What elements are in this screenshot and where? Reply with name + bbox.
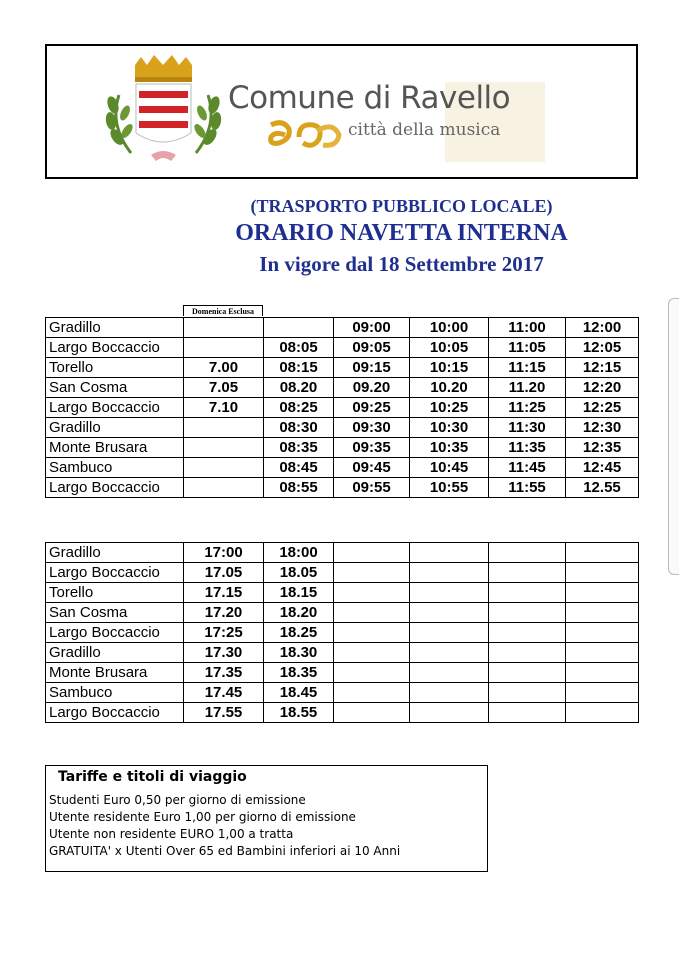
stop-name: Largo Boccaccio xyxy=(46,398,184,418)
departure-time: 11:05 xyxy=(489,338,566,358)
departure-time: 18.45 xyxy=(264,683,334,703)
departure-time: 08:05 xyxy=(264,338,334,358)
stop-name: Gradillo xyxy=(46,418,184,438)
departure-time: 08:25 xyxy=(264,398,334,418)
departure-time: 12:05 xyxy=(566,338,639,358)
departure-time: 09:30 xyxy=(334,418,410,438)
departure-time: 18.20 xyxy=(264,603,334,623)
brand-name: Comune di Ravello xyxy=(228,80,511,116)
departure-time: 11:30 xyxy=(489,418,566,438)
departure-time: 11:00 xyxy=(489,318,566,338)
departure-time: 17.45 xyxy=(184,683,264,703)
music-logo-icon xyxy=(265,117,343,153)
departure-time: 7.05 xyxy=(184,378,264,398)
departure-time: 17.15 xyxy=(184,583,264,603)
departure-time: 11:35 xyxy=(489,438,566,458)
departure-time: 11:45 xyxy=(489,458,566,478)
fare-line: Studenti Euro 0,50 per giorno di emissione xyxy=(49,793,306,807)
departure-time xyxy=(489,583,566,603)
departure-time: 17.55 xyxy=(184,703,264,723)
departure-time xyxy=(410,623,489,643)
departure-time: 08.20 xyxy=(264,378,334,398)
departure-time xyxy=(334,603,410,623)
stop-name: Gradillo xyxy=(46,543,184,563)
departure-time: 18.30 xyxy=(264,643,334,663)
departure-time xyxy=(334,563,410,583)
departure-time: 08:35 xyxy=(264,438,334,458)
departure-time xyxy=(410,543,489,563)
departure-time: 12:00 xyxy=(566,318,639,338)
departure-time: 12:25 xyxy=(566,398,639,418)
departure-time xyxy=(410,663,489,683)
departure-time: 11.20 xyxy=(489,378,566,398)
stop-name: Largo Boccaccio xyxy=(46,478,184,498)
departure-time: 08:45 xyxy=(264,458,334,478)
departure-time xyxy=(184,338,264,358)
departure-time xyxy=(489,663,566,683)
table-row xyxy=(46,543,639,563)
departure-time xyxy=(410,583,489,603)
departure-time xyxy=(184,438,264,458)
departure-time xyxy=(566,703,639,723)
validity-date: In vigore dal 18 Settembre 2017 xyxy=(259,252,544,276)
table-row xyxy=(46,318,639,338)
departure-time: 18.05 xyxy=(264,563,334,583)
departure-time xyxy=(184,418,264,438)
departure-time: 12.55 xyxy=(566,478,639,498)
departure-time: 08:55 xyxy=(264,478,334,498)
departure-time: 18.55 xyxy=(264,703,334,723)
stop-name: San Cosma xyxy=(46,378,184,398)
departure-time xyxy=(334,643,410,663)
fares-title: Tariffe e titoli di viaggio xyxy=(58,769,247,785)
morning-schedule-table xyxy=(45,317,639,498)
table-row xyxy=(46,458,639,478)
departure-time xyxy=(566,563,639,583)
departure-time xyxy=(410,603,489,623)
table-row xyxy=(46,398,639,418)
table-row xyxy=(46,418,639,438)
stop-name: Torello xyxy=(46,358,184,378)
departure-time: 10:35 xyxy=(410,438,489,458)
departure-time xyxy=(566,643,639,663)
table-row xyxy=(46,378,639,398)
table-row xyxy=(46,683,639,703)
departure-time xyxy=(334,543,410,563)
table-row xyxy=(46,643,639,663)
table-row xyxy=(46,663,639,683)
fare-line: GRATUITA' x Utenti Over 65 ed Bambini inferiori ai 10 Anni xyxy=(49,844,401,858)
departure-time xyxy=(264,318,334,338)
page-title: ORARIO NAVETTA INTERNA xyxy=(235,220,568,246)
table-row xyxy=(46,358,639,378)
table-row xyxy=(46,438,639,458)
departure-time: 17.30 xyxy=(184,643,264,663)
departure-time: 10:05 xyxy=(410,338,489,358)
fare-line: Utente non residente EURO 1,00 a tratta xyxy=(49,827,294,841)
departure-time: 11:55 xyxy=(489,478,566,498)
departure-time: 18.15 xyxy=(264,583,334,603)
stop-name: San Cosma xyxy=(46,603,184,623)
stop-name: Gradillo xyxy=(46,643,184,663)
departure-time: 10:30 xyxy=(410,418,489,438)
departure-time: 12:15 xyxy=(566,358,639,378)
departure-time: 09:35 xyxy=(334,438,410,458)
departure-time xyxy=(566,623,639,643)
departure-time: 17.35 xyxy=(184,663,264,683)
departure-time: 18:00 xyxy=(264,543,334,563)
departure-time: 12:20 xyxy=(566,378,639,398)
departure-time xyxy=(566,683,639,703)
afternoon-schedule-table xyxy=(45,542,639,723)
departure-time: 10:25 xyxy=(410,398,489,418)
table-row xyxy=(46,583,639,603)
departure-time: 17:00 xyxy=(184,543,264,563)
departure-time: 17.05 xyxy=(184,563,264,583)
stop-name: Gradillo xyxy=(46,318,184,338)
departure-time: 08:15 xyxy=(264,358,334,378)
stop-name: Sambuco xyxy=(46,458,184,478)
stop-name: Largo Boccaccio xyxy=(46,563,184,583)
stop-name: Torello xyxy=(46,583,184,603)
brand-tagline: città della musica xyxy=(348,120,501,140)
departure-time: 7.00 xyxy=(184,358,264,378)
table-row xyxy=(46,338,639,358)
page-edge-tab xyxy=(668,298,679,575)
departure-time xyxy=(489,643,566,663)
departure-time: 09:55 xyxy=(334,478,410,498)
departure-time: 18.25 xyxy=(264,623,334,643)
table-row xyxy=(46,563,639,583)
departure-time xyxy=(489,543,566,563)
departure-time: 10.20 xyxy=(410,378,489,398)
departure-time xyxy=(566,583,639,603)
table-row xyxy=(46,478,639,498)
table-row xyxy=(46,603,639,623)
departure-time xyxy=(489,603,566,623)
departure-time: 12:35 xyxy=(566,438,639,458)
table-row xyxy=(46,703,639,723)
stop-name: Sambuco xyxy=(46,683,184,703)
departure-time: 09:05 xyxy=(334,338,410,358)
table-row xyxy=(46,623,639,643)
stop-name: Monte Brusara xyxy=(46,663,184,683)
departure-time: 10:45 xyxy=(410,458,489,478)
departure-time xyxy=(410,643,489,663)
departure-time xyxy=(410,683,489,703)
subtitle: (TRASPORTO PUBBLICO LOCALE) xyxy=(250,196,553,216)
departure-time: 11:25 xyxy=(489,398,566,418)
departure-time xyxy=(334,623,410,643)
departure-time: 12:45 xyxy=(566,458,639,478)
sunday-excluded-note: Domenica Esclusa xyxy=(183,305,263,316)
departure-time xyxy=(489,683,566,703)
departure-time: 09:45 xyxy=(334,458,410,478)
crest-icon xyxy=(101,55,226,165)
departure-time xyxy=(566,663,639,683)
departure-time: 10:55 xyxy=(410,478,489,498)
departure-time xyxy=(184,458,264,478)
fare-line: Utente residente Euro 1,00 per giorno di emissione xyxy=(49,810,356,824)
departure-time: 09:25 xyxy=(334,398,410,418)
departure-time xyxy=(334,663,410,683)
departure-time xyxy=(334,583,410,603)
departure-time xyxy=(489,563,566,583)
departure-time xyxy=(410,563,489,583)
departure-time: 08:30 xyxy=(264,418,334,438)
stop-name: Largo Boccaccio xyxy=(46,703,184,723)
stop-name: Monte Brusara xyxy=(46,438,184,458)
departure-time: 09:15 xyxy=(334,358,410,378)
departure-time: 09:00 xyxy=(334,318,410,338)
departure-time: 17.20 xyxy=(184,603,264,623)
departure-time xyxy=(410,703,489,723)
stop-name: Largo Boccaccio xyxy=(46,623,184,643)
departure-time: 10:00 xyxy=(410,318,489,338)
departure-time xyxy=(334,683,410,703)
departure-time: 12:30 xyxy=(566,418,639,438)
fares-box xyxy=(45,765,488,872)
departure-time: 17:25 xyxy=(184,623,264,643)
departure-time xyxy=(566,543,639,563)
departure-time xyxy=(184,478,264,498)
departure-time xyxy=(334,703,410,723)
departure-time xyxy=(184,318,264,338)
departure-time: 7.10 xyxy=(184,398,264,418)
departure-time: 18.35 xyxy=(264,663,334,683)
departure-time: 09.20 xyxy=(334,378,410,398)
departure-time: 10:15 xyxy=(410,358,489,378)
departure-time xyxy=(489,623,566,643)
departure-time: 11:15 xyxy=(489,358,566,378)
departure-time xyxy=(566,603,639,623)
stop-name: Largo Boccaccio xyxy=(46,338,184,358)
departure-time xyxy=(489,703,566,723)
